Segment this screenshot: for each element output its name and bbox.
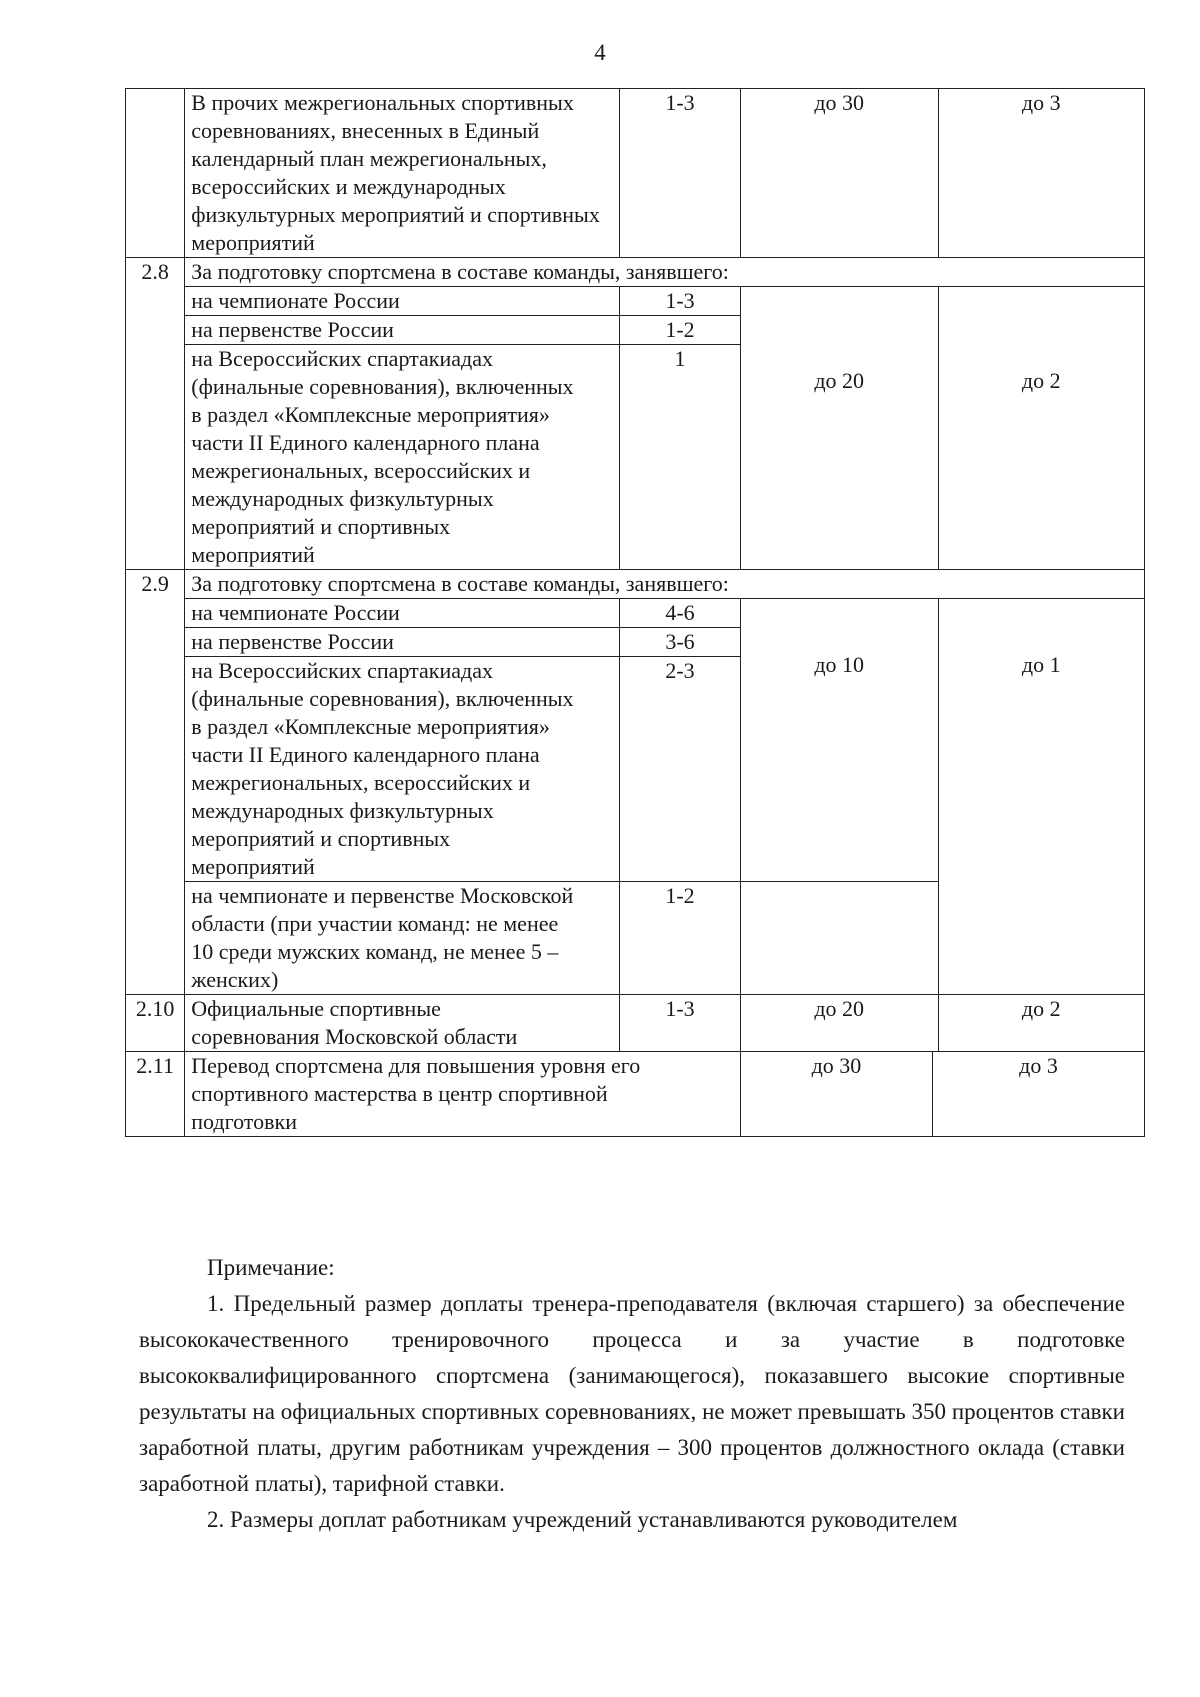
table-row	[126, 599, 1145, 628]
place-cell: 4-6	[620, 599, 741, 628]
section-header: За подготовку спортсмена в составе команды, занявшего:	[185, 258, 1145, 287]
section-number: 2.11	[126, 1052, 185, 1137]
description-cell: на чемпионате и первенстве Московской области (при участии команд: не менее 10 среди мужских команд, не менее 5 – женских)	[185, 882, 620, 995]
description-cell: на чемпионате России	[185, 287, 620, 316]
notes-section	[139, 1250, 1125, 1538]
percent-cell: до 30	[740, 89, 938, 258]
description-cell: на Всероссийских спартакиадах (финальные соревнования), включенных в раздел «Комплексные мероприятия» части II Единого календарного плана межрегиональных, всероссийских и международных физкультурных мероприятий и спортивных мероприятий	[185, 345, 620, 570]
table-row	[126, 287, 1145, 316]
table-row	[126, 89, 1145, 258]
place-cell: 1-2	[620, 882, 741, 995]
percent-cell: до 1	[938, 599, 1144, 995]
description-cell: на первенстве России	[185, 316, 620, 345]
place-cell: 1-3	[620, 995, 741, 1052]
description-cell: Перевод спортсмена для повышения уровня его спортивного мастерства в центр спортивной подготовки	[185, 1052, 741, 1137]
percent-cell: до 20	[740, 995, 938, 1052]
percent-cell: до 2	[938, 287, 1144, 570]
place-cell: 1-3	[620, 287, 741, 316]
description-cell: на Всероссийских спартакиадах (финальные соревнования), включенных в раздел «Комплексные мероприятия» части II Единого календарного плана межрегиональных, всероссийских и международных физкультурных мероприятий и спортивных мероприятий	[185, 657, 620, 882]
section-header-row	[126, 570, 1145, 599]
percent-cell: до 3	[933, 1052, 1145, 1137]
place-cell: 1	[620, 345, 741, 570]
description-cell: Официальные спортивные соревнования Московской области	[185, 995, 620, 1052]
place-cell: 1-2	[620, 316, 741, 345]
table-row	[126, 1052, 1145, 1137]
notes-title: Примечание:	[207, 1255, 335, 1280]
note-paragraph: 1. Предельный размер доплаты тренера-преподавателя (включая старшего) за обеспечение высококачественного тренировочного процесса и за участие в подготовке высококвалифицированного спортсмена (занимающегося), показавшего высокие спортивные результаты на официальных спортивных соревнованиях, не может превышать 350 процентов ставки заработной платы, другим работникам учреждения – 300 процентов должностного оклада (ставки заработной платы), тарифной ставки.	[139, 1291, 1125, 1496]
section-number: 2.9	[126, 570, 185, 995]
description-cell: В прочих межрегиональных спортивных соревнованиях, внесенных в Единый календарный план межрегиональных, всероссийских и международных физкультурных мероприятий и спортивных мероприятий	[185, 89, 620, 258]
percent-cell: до 2	[938, 995, 1144, 1052]
empty-cell	[740, 882, 938, 995]
percent-cell: до 10	[740, 599, 938, 882]
note-paragraph: 2. Размеры доплат работникам учреждений устанавливаются руководителем	[207, 1507, 958, 1532]
row-number-cell	[126, 89, 185, 258]
place-cell: 1-3	[620, 89, 741, 258]
place-cell: 2-3	[620, 657, 741, 882]
section-number: 2.8	[126, 258, 185, 570]
page-number: 4	[594, 40, 606, 65]
description-cell: на первенстве России	[185, 628, 620, 657]
section-number: 2.10	[126, 995, 185, 1052]
percent-cell: до 30	[740, 1052, 932, 1137]
place-cell: 3-6	[620, 628, 741, 657]
table-row	[126, 995, 1145, 1052]
percent-cell: до 3	[938, 89, 1144, 258]
section-header: За подготовку спортсмена в составе команды, занявшего:	[185, 570, 1145, 599]
description-cell: на чемпионате России	[185, 599, 620, 628]
payment-table	[125, 88, 1145, 1137]
percent-cell: до 20	[740, 287, 938, 570]
section-header-row	[126, 258, 1145, 287]
